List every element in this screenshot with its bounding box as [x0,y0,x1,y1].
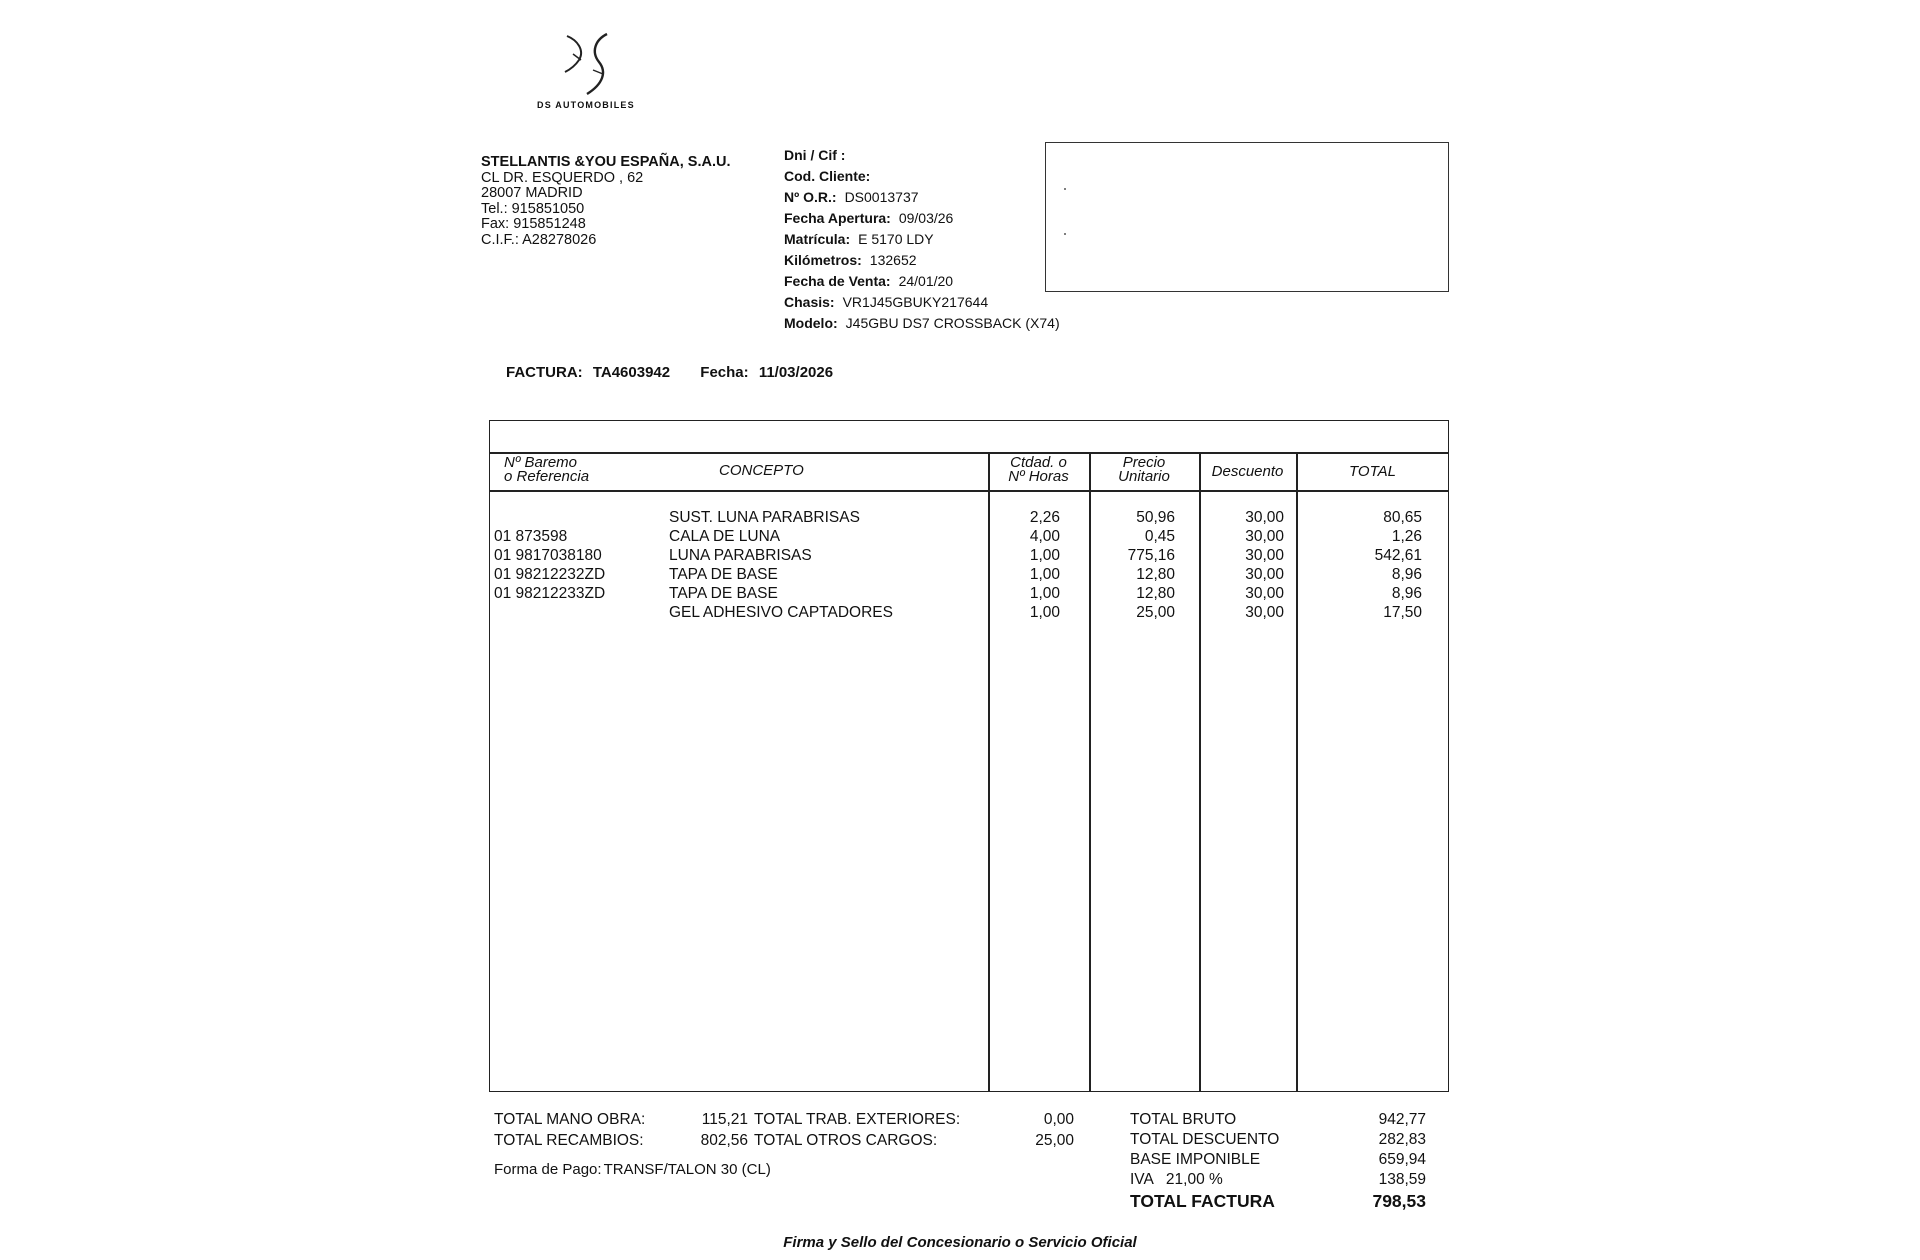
company-name: STELLANTIS &YOU ESPAÑA, S.A.U. [481,154,731,170]
company-block [481,155,730,248]
logo-text: DS AUTOMOBILES [537,100,635,110]
company-fax: Fax: 915851248 [481,216,586,232]
customer-address-box [1045,142,1449,292]
mano-obra-value: 115,21 [701,1111,748,1128]
company-tel: Tel.: 915851050 [481,200,585,217]
fecha-label: Fecha: [700,364,749,381]
company-cif: C.I.F.: A28278026 [481,231,597,248]
vehicle-row: Modelo: J45GBU DS7 CROSSBACK (X74) [784,315,1060,331]
base-label: BASE IMPONIBLE [1130,1151,1261,1168]
bruto-value: 942,77 [1378,1111,1426,1128]
factura-number: TA4603942 [592,364,671,381]
vehicle-row: Dni / Cif : [784,147,846,163]
header-price: Precio Unitario [1118,454,1170,485]
vehicle-row: Nº O.R.: DS0013737 [784,189,919,205]
trab-ext-value: 0,00 [1043,1111,1074,1128]
vehicle-row: Fecha Apertura: 09/03/26 [784,210,954,226]
header-reference: Nº Baremo o Referencia [504,454,590,485]
otros-value: 25,00 [1035,1132,1074,1149]
forma-pago: Forma de Pago: TRANSF/TALON 30 (CL) [494,1161,771,1178]
totals-right [1130,1110,1426,1220]
factura-label: FACTURA: [506,364,583,381]
header-descuento: Descuento [1211,463,1284,480]
mano-obra-label: TOTAL MANO OBRA: [494,1111,646,1128]
vehicle-row: Matrícula: E 5170 LDY [784,231,934,247]
total-factura-label: TOTAL FACTURA [1130,1191,1275,1211]
otros-label: TOTAL OTROS CARGOS: [754,1132,938,1149]
recambios-label: TOTAL RECAMBIOS: [494,1132,644,1149]
bruto-label: TOTAL BRUTO [1130,1111,1237,1128]
company-city: 28007 MADRID [481,185,583,201]
total-factura-value: 798,53 [1372,1191,1426,1211]
iva-label: IVA 21,00 % [1130,1171,1223,1188]
vehicle-row: Chasis: VR1J45GBUKY217644 [784,294,989,310]
table-row: 01 98212233ZD TAPA DE BASE 1,00 12,80 30,00 8,96 [494,585,1422,602]
table-divider [489,452,1449,454]
table-row: 01 98212232ZD TAPA DE BASE 1,00 12,80 30,00 8,96 [494,566,1422,583]
recambios-value: 802,56 [700,1132,748,1149]
signature-caption: Firma y Sello del Concesionario o Servicio Oficial [783,1234,1137,1251]
totals-left [494,1110,1074,1190]
vehicle-row: Fecha de Venta: 24/01/20 [784,273,954,289]
table-row: SUST. LUNA PARABRISAS 2,26 50,96 30,00 80,65 [669,509,1422,526]
vehicle-info [784,145,1060,334]
table-row: GEL ADHESIVO CAPTADORES 1,00 25,00 30,00 17,50 [669,604,1422,621]
ds-logo-icon [563,30,623,100]
descuento-value: 282,83 [1378,1131,1426,1148]
table-row: 01 873598 CALA DE LUNA 4,00 0,45 30,00 1,26 [494,528,1422,545]
iva-value: 138,59 [1378,1171,1426,1188]
table-row: 01 9817038180 LUNA PARABRISAS 1,00 775,16 30,00 542,61 [494,547,1422,564]
header-quantity: Ctdad. o Nº Horas [1008,454,1069,485]
descuento-label: TOTAL DESCUENTO [1130,1131,1280,1148]
header-concepto: CONCEPTO [719,462,804,479]
trab-ext-label: TOTAL TRAB. EXTERIORES: [754,1111,961,1128]
company-street: CL DR. ESQUERDO , 62 [481,169,644,186]
base-value: 659,94 [1378,1151,1426,1168]
invoice-number-line [506,364,839,381]
header-total: TOTAL [1349,463,1396,480]
vehicle-row: Kilómetros: 132652 [784,252,917,268]
fecha-value: 11/03/2026 [758,364,834,381]
table-divider [489,490,1449,492]
vehicle-row: Cod. Cliente: [784,168,871,184]
